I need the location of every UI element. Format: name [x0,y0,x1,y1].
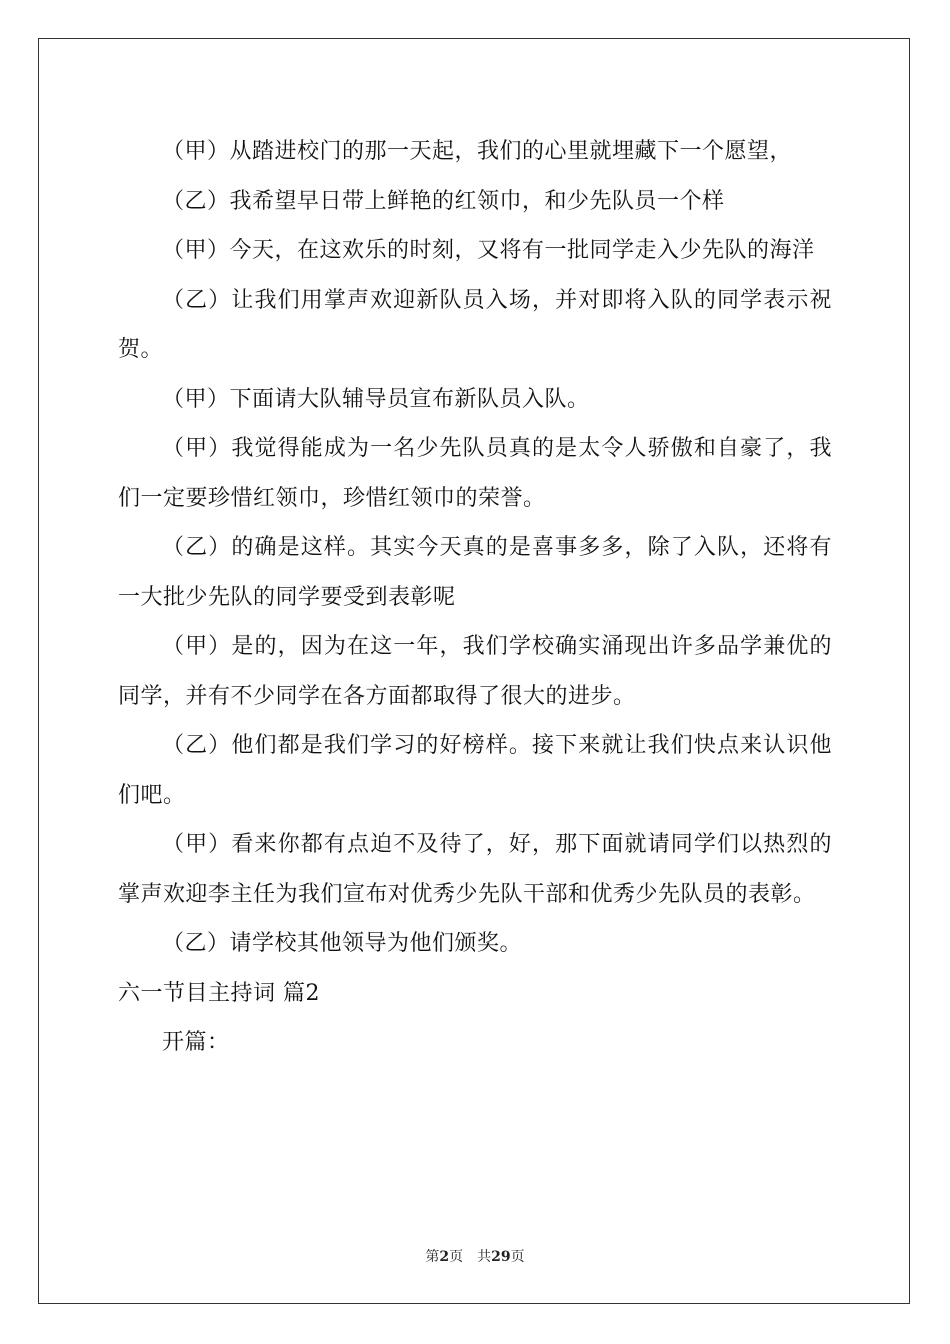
paragraph: （甲）今天，在这欢乐的时刻，又将有一批同学走入少先队的海洋 [162,238,815,263]
footer-page-unit: 页 [449,1249,464,1265]
footer-prefix: 第 [425,1249,440,1265]
total-page-count: 29 [491,1249,511,1265]
paragraph: （乙）的确是这样。其实今天真的是喜事多多，除了入队，还将有一大批少先队的同学要受到表彰呢 [118,535,832,610]
paragraph: （甲）下面请大队辅导员宣布新队员入队。 [162,386,590,412]
current-page-number: 2 [439,1249,450,1265]
page-footer [0,1246,950,1266]
footer-total-unit: 页 [510,1249,525,1265]
section-intro: 开篇： [162,1030,230,1055]
section-heading: 六一节目主持词 篇2 [118,980,320,1006]
paragraph: （乙）我希望早日带上鲜艳的红领巾，和少先队员一个样 [162,188,725,214]
paragraph: （甲）从踏进校门的那一天起，我们的心里就埋藏下一个愿望， [162,139,793,164]
paragraph: （甲）看来你都有点迫不及待了，好，那下面就请同学们以热烈的掌声欢迎李主任为我们宣布对优秀少先队干部和优秀少先队员的表彰。 [118,832,832,907]
footer-total-prefix: 共 [477,1249,492,1265]
paragraph: （乙）请学校其他领导为他们颁奖。 [162,931,523,956]
paragraph: （乙）让我们用掌声欢迎新队员入场，并对即将入队的同学表示祝贺。 [118,287,832,362]
paragraph: （甲）我觉得能成为一名少先队员真的是太令人骄傲和自豪了，我们一定要珍惜红领巾，珍惜红领巾的荣誉。 [118,436,832,511]
document-body [118,127,832,1068]
paragraph: （乙）他们都是我们学习的好榜样。接下来就让我们快点来认识他们吧。 [118,733,832,808]
paragraph: （甲）是的，因为在这一年，我们学校确实涌现出许多品学兼优的同学，并有不少同学在各方面都取得了很大的进步。 [118,634,832,709]
